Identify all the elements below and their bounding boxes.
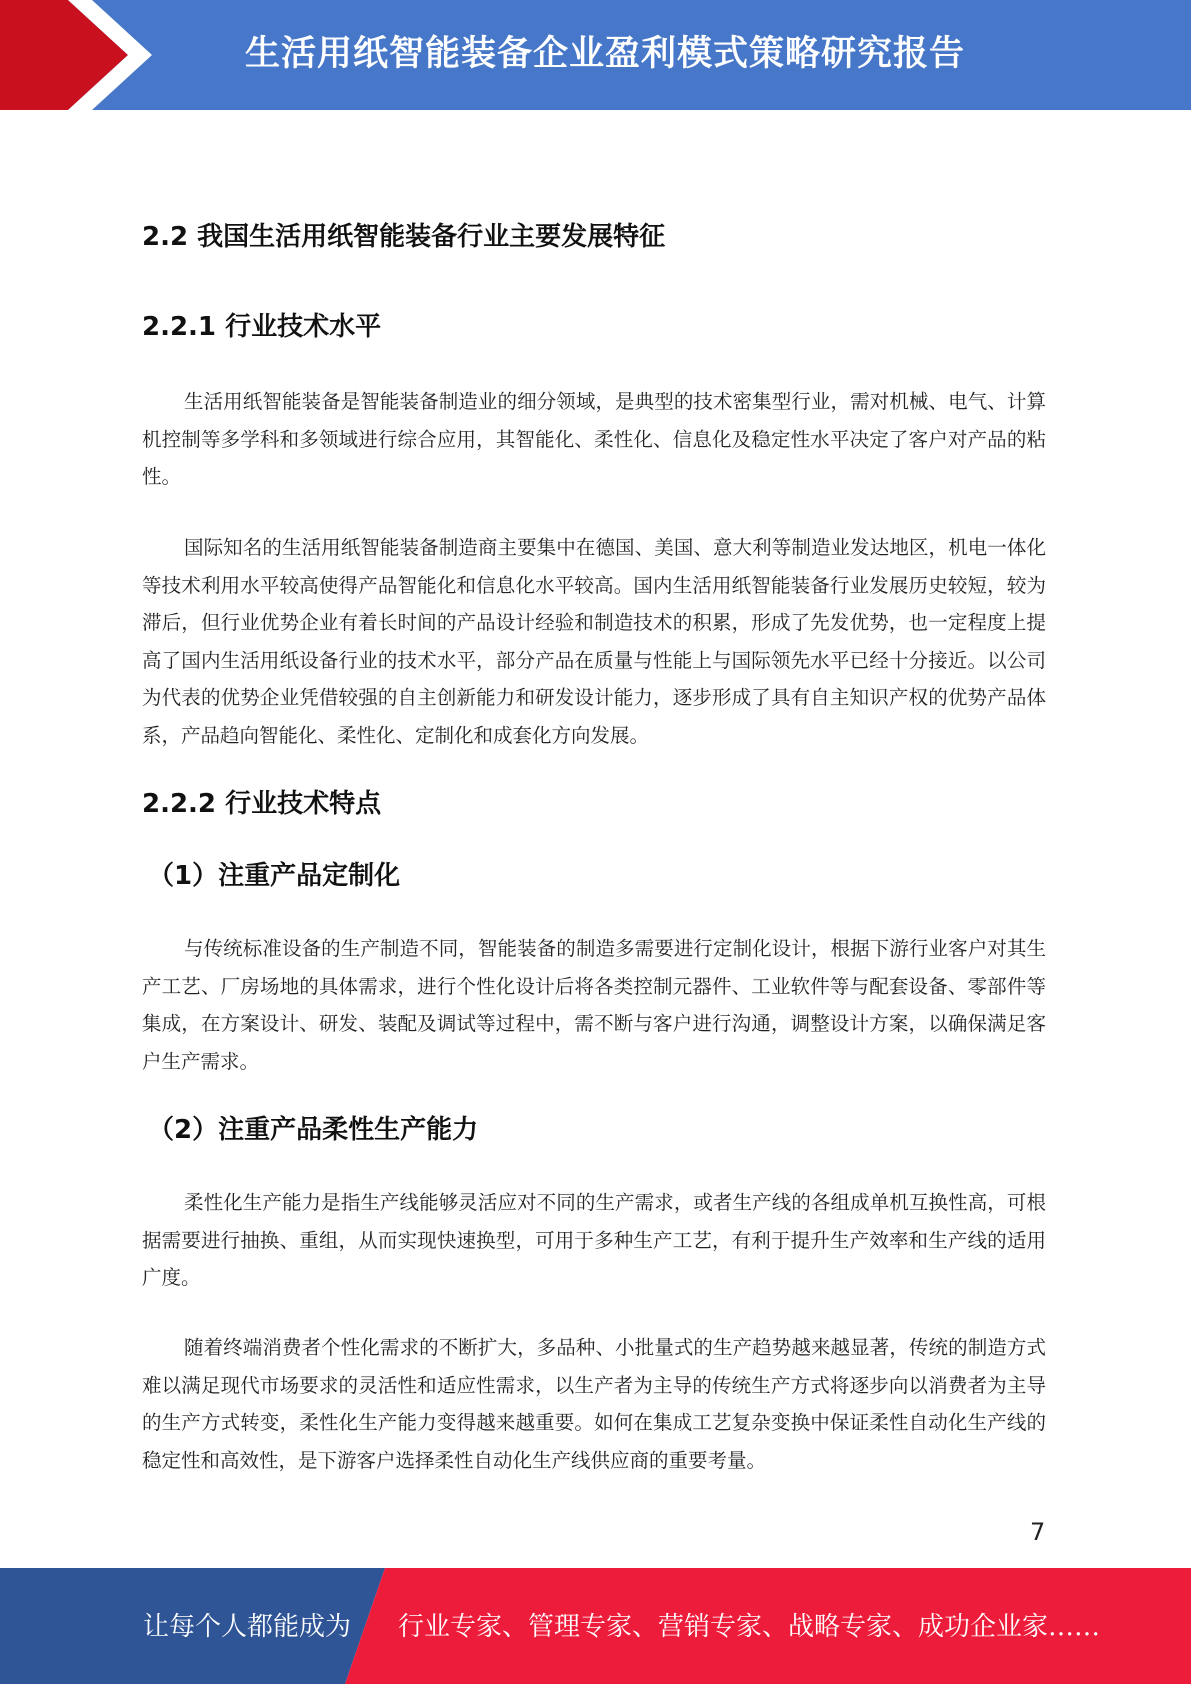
- paragraph-flexible-1: 柔性化生产能力是指生产线能够灵活应对不同的生产需求，或者生产线的各组成单机互换性高，可根据需要进行抽换、重组，从而实现快速换型，可用于多种生产工艺，有利于提升生产效率和生产线的适用广度。: [142, 1191, 1046, 1289]
- report-title: 生活用纸智能装备企业盈利模式策略研究报告: [245, 34, 966, 74]
- section-heading-2-2-1: 2.2.1 行业技术水平: [142, 312, 382, 342]
- footer-slogan-left: 让每个人都能成为: [143, 1612, 352, 1642]
- footer-slogan-right: 行业专家、管理专家、营销专家、战略专家、成功企业家……: [398, 1612, 1101, 1642]
- paragraph-tech-level-2: 国际知名的生活用纸智能装备制造商主要集中在德国、美国、意大利等制造业发达地区，机电一体化等技术利用水平较高使得产品智能化和信息化水平较高。国内生活用纸智能装备行业发展历史较短，较为滞后，但行业优势企业有着长时间的产品设计经验和制造技术的积累，形成了先发优势，也一定程度上提高了国内生活用纸设备行业的技术水平，部分产品在质量与性能上与国际领先水平已经十分接近。以公司为代表的优势企业凭借较强的自主创新能力和研发设计能力，逐步形成了具有自主知识产权的优势产品体系，产品趋向智能化、柔性化、定制化和成套化方向发展。: [142, 536, 1046, 747]
- paragraph-tech-level-1: 生活用纸智能装备是智能装备制造业的细分领域，是典型的技术密集型行业，需对机械、电气、计算机控制等多学科和多领域进行综合应用，其智能化、柔性化、信息化及稳定性水平决定了客户对产品的粘性。: [142, 390, 1046, 488]
- subsection-heading-flexible-production: （2）注重产品柔性生产能力: [148, 1115, 479, 1145]
- page-number: 7: [1030, 1518, 1046, 1546]
- header-banner: [0, 0, 1191, 110]
- footer-banner: [0, 1568, 1191, 1684]
- subsection-heading-customization: （1）注重产品定制化: [148, 861, 401, 891]
- paragraph-customization: 与传统标准设备的生产制造不同，智能装备的制造多需要进行定制化设计，根据下游行业客户对其生产工艺、厂房场地的具体需求，进行个性化设计后将各类控制元器件、工业软件等与配套设备、零部件等集成，在方案设计、研发、装配及调试等过程中，需不断与客户进行沟通，调整设计方案，以确保满足客户生产需求。: [142, 937, 1046, 1073]
- section-heading-2-2-2: 2.2.2 行业技术特点: [142, 789, 382, 819]
- paragraph-flexible-2: 随着终端消费者个性化需求的不断扩大，多品种、小批量式的生产趋势越来越显著，传统的制造方式难以满足现代市场要求的灵活性和适应性需求，以生产者为主导的传统生产方式将逐步向以消费者为主导的生产方式转变，柔性化生产能力变得越来越重要。如何在集成工艺复杂变换中保证柔性自动化生产线的稳定性和高效性，是下游客户选择柔性自动化生产线供应商的重要考量。: [142, 1336, 1046, 1472]
- section-heading-2-2: 2.2 我国生活用纸智能装备行业主要发展特征: [142, 222, 666, 252]
